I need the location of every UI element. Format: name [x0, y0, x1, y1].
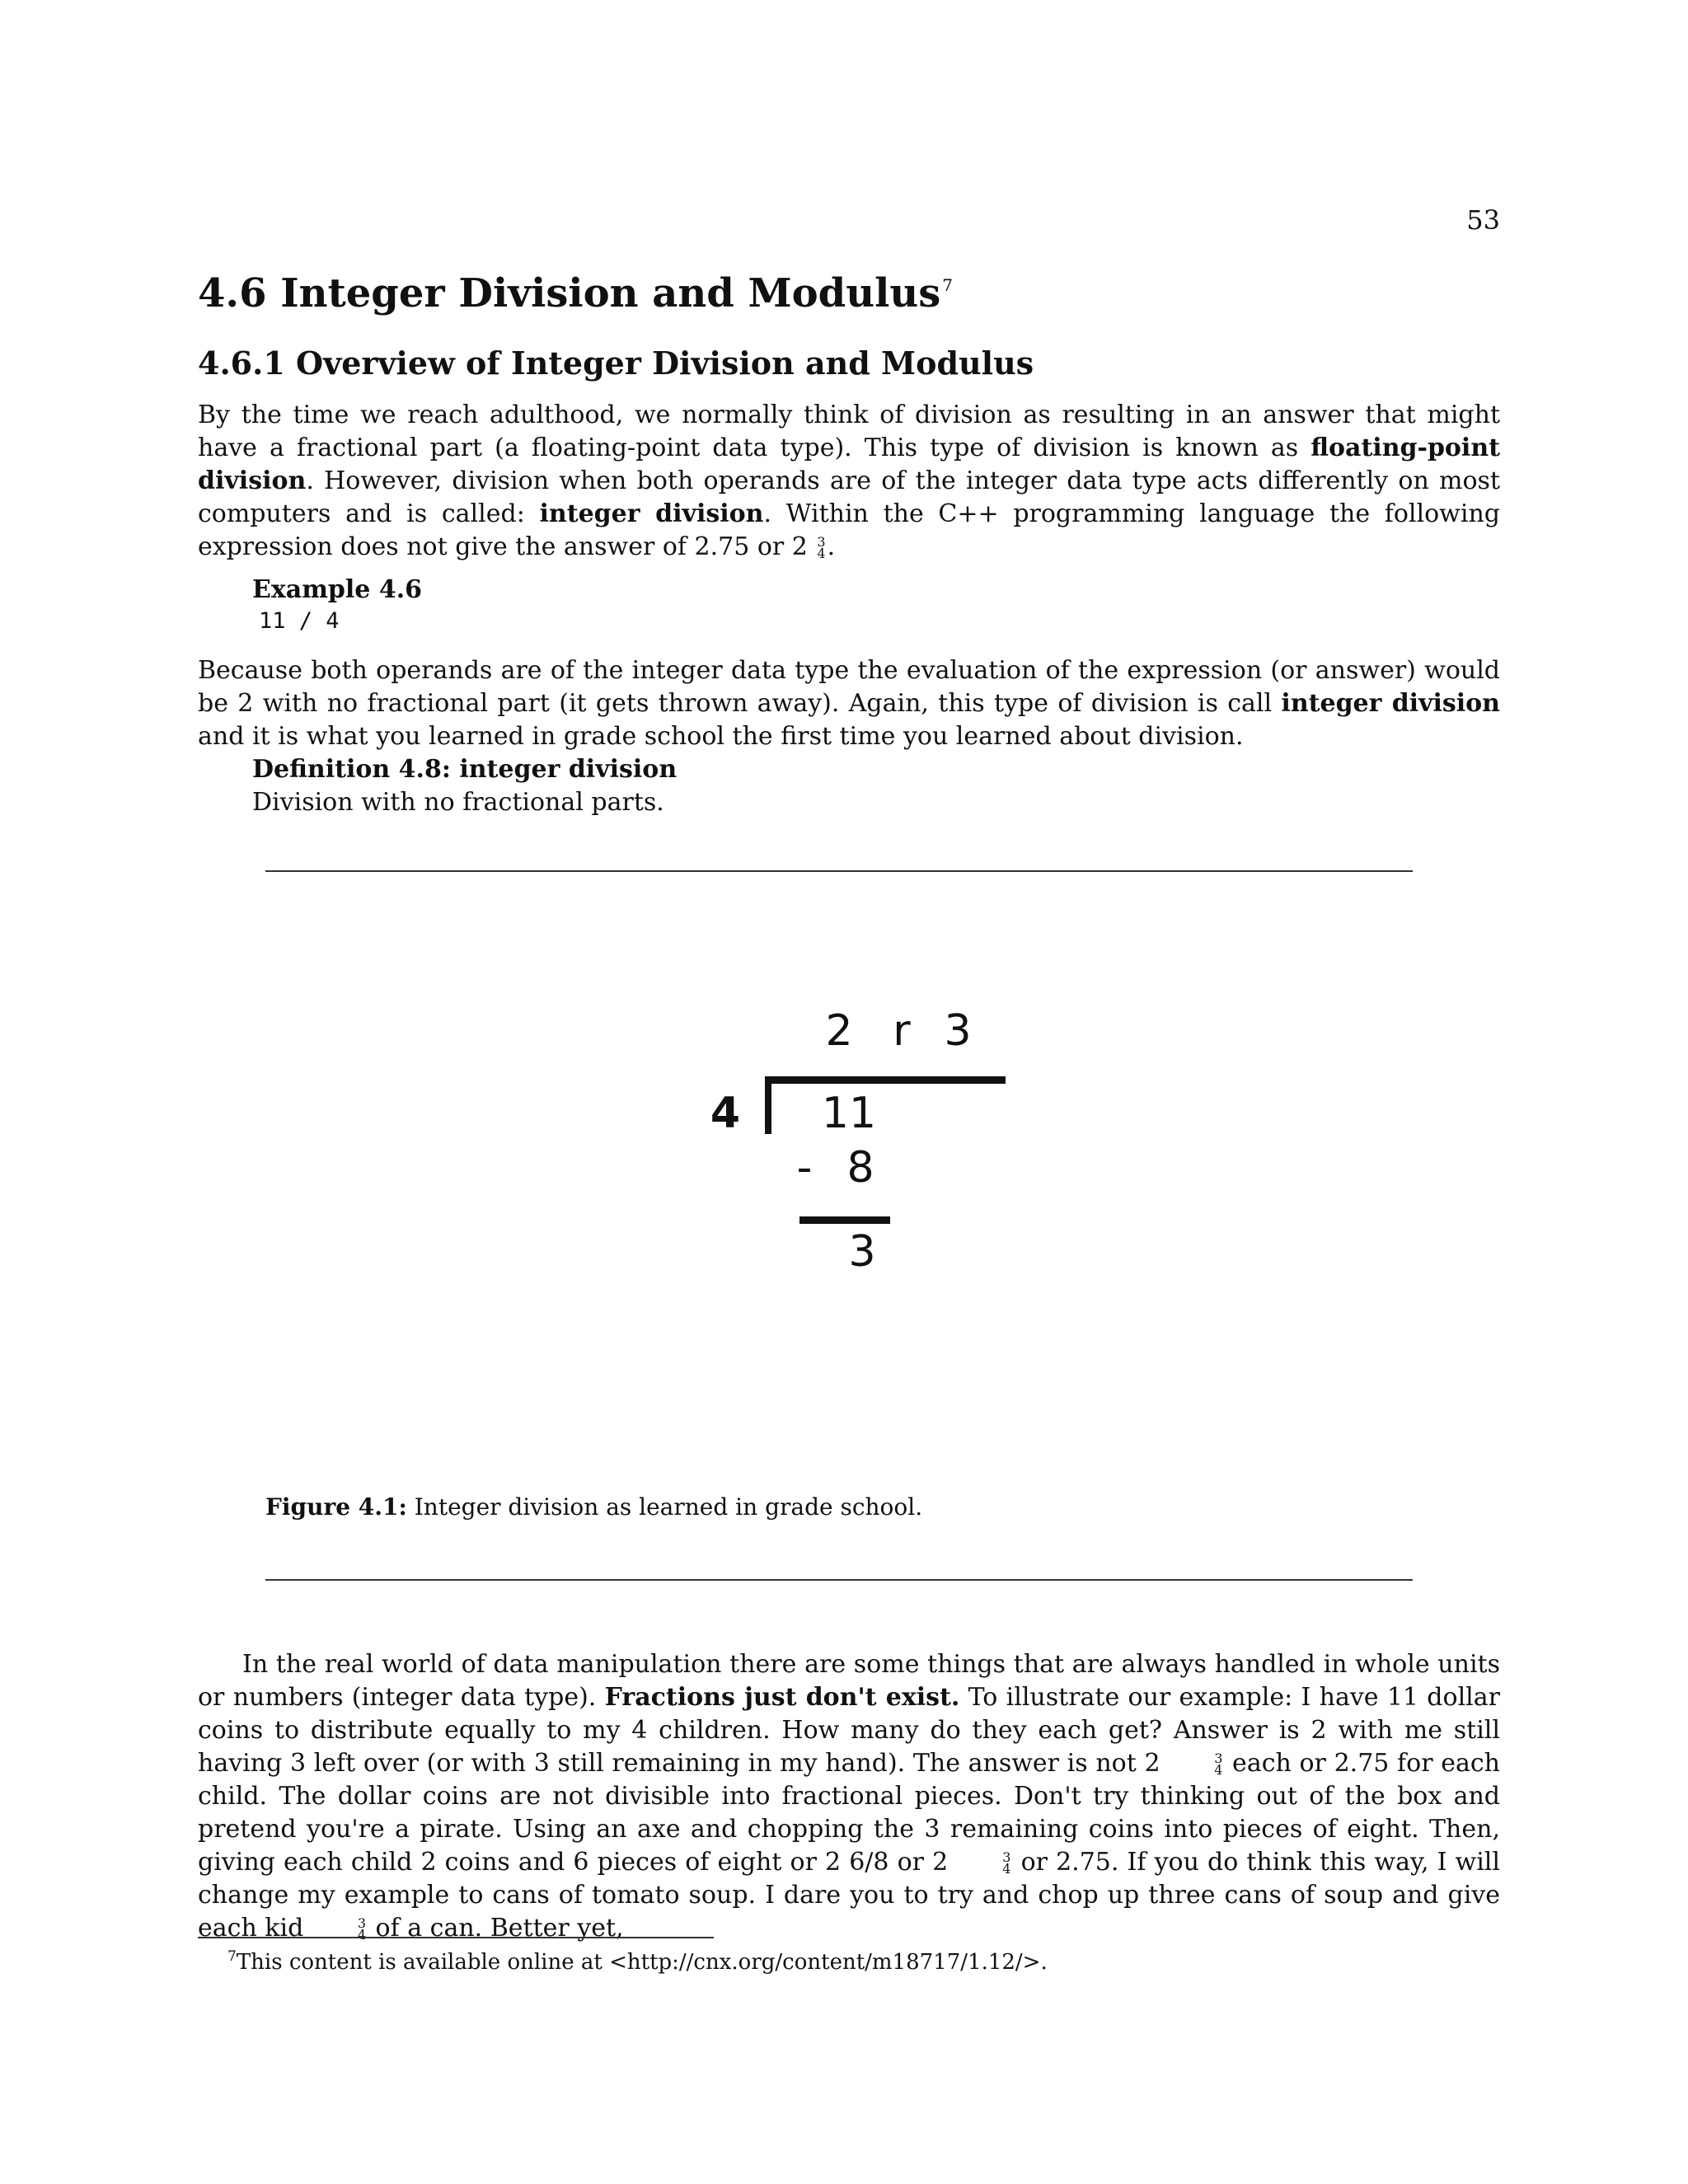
text-run: . However, division when both operands are of the integer data type acts differently on most computers and is called: [198, 466, 1500, 528]
fraction-denominator: 4 [817, 546, 826, 561]
term-integer-division: integer division [1281, 689, 1500, 718]
subtraction-line [799, 1216, 890, 1224]
paragraph-real-world [198, 1648, 1500, 1945]
dividend: 11 [821, 1089, 877, 1138]
caption-label: Figure 4.1: [265, 1493, 407, 1521]
emphasis-fractions: Fractions just don't exist. [604, 1683, 960, 1712]
figure-caption [265, 1493, 922, 1521]
text-run: To illustrate our example: I have 11 dollar coins to distribute equally to my 4 children. How many do they each get? Answer is 2 with me still having 3 left over (or with 3 still remaining in my hand). The answer is not 2 [198, 1683, 1500, 1778]
paragraph-intro [198, 399, 1500, 564]
fraction [958, 1849, 1011, 1877]
subsection-heading: 4.6.1 Overview of Integer Division and Modulus [198, 344, 1034, 382]
example-code: 11 / 4 [259, 608, 340, 634]
text-run: each or 2.75 for each child. The dollar coins are not divisible into fractional pieces. Don't try thinking out of the box and pretend you're a pirate. Using an axe and chopping the 3 remaining coins into pieces of eight. Then, giving each child 2 coins and 6 pieces of eight or 2 6/8 or 2 [198, 1749, 1500, 1877]
paragraph-explanation [198, 654, 1500, 753]
section-title: 4.6 Integer Division and Modulus [198, 270, 941, 316]
definition-title: Definition 4.8: integer division [252, 755, 678, 784]
footnote-text[interactable]: This content is available online at <http://cnx.org/content/m18717/1.12/>. [236, 1950, 1048, 1975]
footnote-rule [198, 1937, 714, 1938]
text-run: In the real world of data manipulation there are some things that are always handled in whole units or numbers (integer data type). [198, 1650, 1500, 1712]
fraction-numerator: 3 [1214, 1750, 1223, 1766]
remainder-label: r [893, 1006, 911, 1056]
text-run: of a can. Better yet, [368, 1914, 624, 1943]
fraction [817, 534, 826, 561]
fraction-denominator: 4 [357, 1927, 366, 1943]
fraction-denominator: 4 [1002, 1861, 1011, 1877]
text-run: or 2.75. If you do think this way, I will change my example to cans of tomato soup. I dare you to try and chop up three cans of soup and give each kid [198, 1848, 1500, 1943]
text-run: . [827, 532, 836, 561]
difference: 3 [848, 1227, 876, 1277]
footnote [227, 1950, 1048, 1975]
page-number: 53 [1466, 204, 1500, 236]
quotient: 2 [825, 1006, 853, 1056]
footnote-mark: 7 [227, 1948, 237, 1965]
term-integer-division: integer division [539, 499, 764, 528]
term-floating-point-division: floating-point division [198, 434, 1500, 495]
fraction-numerator: 3 [817, 534, 826, 550]
division-bracket-top [765, 1076, 1006, 1084]
remainder: 3 [944, 1006, 972, 1056]
fraction-numerator: 3 [357, 1915, 366, 1931]
division-bracket-vertical [765, 1076, 771, 1134]
figure-top-rule [265, 870, 1413, 872]
figure-bottom-rule [265, 1579, 1413, 1581]
caption-text: Integer division as learned in grade school. [406, 1493, 923, 1521]
section-heading [198, 270, 953, 316]
example-title: Example 4.6 [252, 575, 423, 604]
long-division-figure [692, 1005, 1022, 1286]
text-run: Because both operands are of the integer data type the evaluation of the expression (or answer) would be 2 with no fractional part (it gets thrown away). Again, this type of division is call [198, 656, 1500, 718]
definition-body: Division with no fractional parts. [252, 788, 664, 817]
text-run: . Within the C++ programming language the following expression does not give the answer of 2.75 or 2 [198, 499, 1500, 561]
footnote-ref[interactable]: 7 [942, 275, 954, 295]
text-run: By the time we reach adulthood, we normally think of division as resulting in an answer that might have a fractional part (a floating-point data type). This type of division is known as [198, 401, 1500, 462]
fraction-denominator: 4 [1214, 1762, 1223, 1778]
minus-sign: - [796, 1143, 813, 1193]
divisor: 4 [710, 1089, 741, 1138]
subtrahend: 8 [846, 1143, 874, 1193]
text-run: and it is what you learned in grade school the first time you learned about division. [198, 722, 1244, 751]
fraction [1170, 1750, 1223, 1778]
fraction-numerator: 3 [1002, 1849, 1011, 1865]
